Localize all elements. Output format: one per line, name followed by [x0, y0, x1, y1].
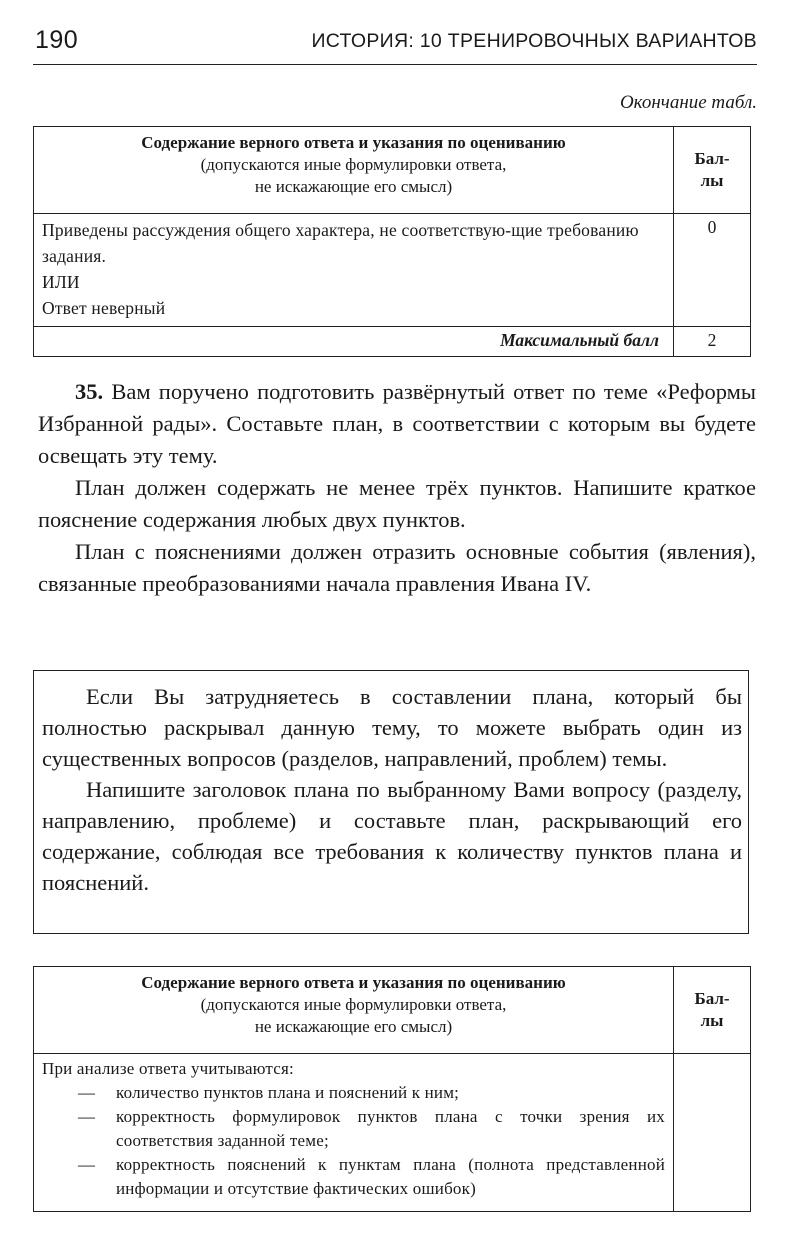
running-title: ИСТОРИЯ: 10 ТРЕНИРОВОЧНЫХ ВАРИАНТОВ [311, 30, 757, 52]
table-header-row [34, 127, 751, 214]
header-title: Содержание верного ответа и указания по оцениванию [141, 973, 566, 992]
header-title: Содержание верного ответа и указания по оцениванию [141, 133, 566, 152]
page-header [33, 26, 757, 65]
tip-paragraph: Напишите заголовок плана по выбранному Вами вопросу (разделу, направлению, проблеме) и составьте план, раскрывающий его содержание, соблюдая все требования к количеству пунктов плана и пояснений. [42, 777, 742, 895]
header-subtitle-line: (допускаются иные формулировки ответа, [200, 995, 507, 1014]
list-item [42, 1153, 665, 1201]
table-row [34, 1054, 751, 1212]
table-max-row [34, 327, 751, 357]
header-points-cell [674, 127, 751, 214]
header-subtitle-line: (допускаются иные формулировки ответа, [200, 155, 507, 174]
header-content-cell [34, 127, 674, 214]
list-item-text: количество пунктов плана и пояснений к ним; [116, 1083, 460, 1102]
table-continuation-note: Окончание табл. [619, 92, 757, 113]
max-score-label: Максимальный балл [34, 327, 674, 357]
criteria-text: Ответ неверный [42, 298, 166, 318]
dash-marker: — [78, 1107, 96, 1126]
dash-marker: — [78, 1155, 96, 1174]
tip-paragraph: Если Вы затрудняетесь в составлении плана, который бы полностью раскрывал данную тему, то можете выбрать один из существенных вопросов (разделов, направлений, проблем) темы. [42, 684, 742, 771]
header-points-label: Бал- лы [694, 149, 730, 190]
points-cell [674, 1054, 751, 1212]
list-item-text: корректность пояснений к пунктам плана (полнота представленной информации и отсутствие фактических ошибок) [116, 1155, 665, 1198]
task-paragraph [38, 376, 756, 472]
task-text: Вам поручено подготовить развёрнутый ответ по теме «Реформы Избранной рады». Составьте план, в соответствии с которым вы будете освещать эту тему. [38, 379, 757, 468]
task-35 [38, 376, 756, 600]
criteria-cell [34, 1054, 674, 1212]
grading-table-2 [33, 966, 751, 1212]
points-cell: 0 [674, 214, 751, 327]
grading-table-1 [33, 126, 751, 357]
task-paragraph: План должен содержать не менее трёх пунктов. Напишите краткое пояснение содержания любых двух пунктов. [38, 475, 756, 532]
criteria-list [42, 1081, 665, 1201]
header-content-cell [34, 967, 674, 1054]
table-header-row [34, 967, 751, 1054]
criteria-text: Приведены рассуждения общего характера, не соответствую-щие требованию задания. [42, 220, 639, 266]
criteria-cell [34, 214, 674, 327]
list-item-text: корректность формулировок пунктов плана с точки зрения их соответствия заданной теме; [116, 1107, 665, 1150]
max-score-value: 2 [674, 327, 751, 357]
header-points-cell [674, 967, 751, 1054]
criteria-intro: При анализе ответа учитываются: [42, 1059, 294, 1078]
dash-marker: — [78, 1083, 96, 1102]
task-paragraph: План с пояснениями должен отразить основные события (явления), связанные преобразованиями начала правления Ивана IV. [38, 539, 756, 596]
table-row [34, 214, 751, 327]
tip-box [33, 670, 749, 934]
list-item [42, 1081, 665, 1105]
page-number: 190 [35, 26, 79, 54]
task-number: 35. [75, 379, 104, 404]
header-subtitle-line: не искажающие его смысл) [254, 1017, 453, 1036]
header-subtitle-line: не искажающие его смысл) [254, 177, 453, 196]
header-points-label: Бал- лы [694, 989, 730, 1030]
criteria-or: ИЛИ [42, 272, 80, 292]
list-item [42, 1105, 665, 1153]
